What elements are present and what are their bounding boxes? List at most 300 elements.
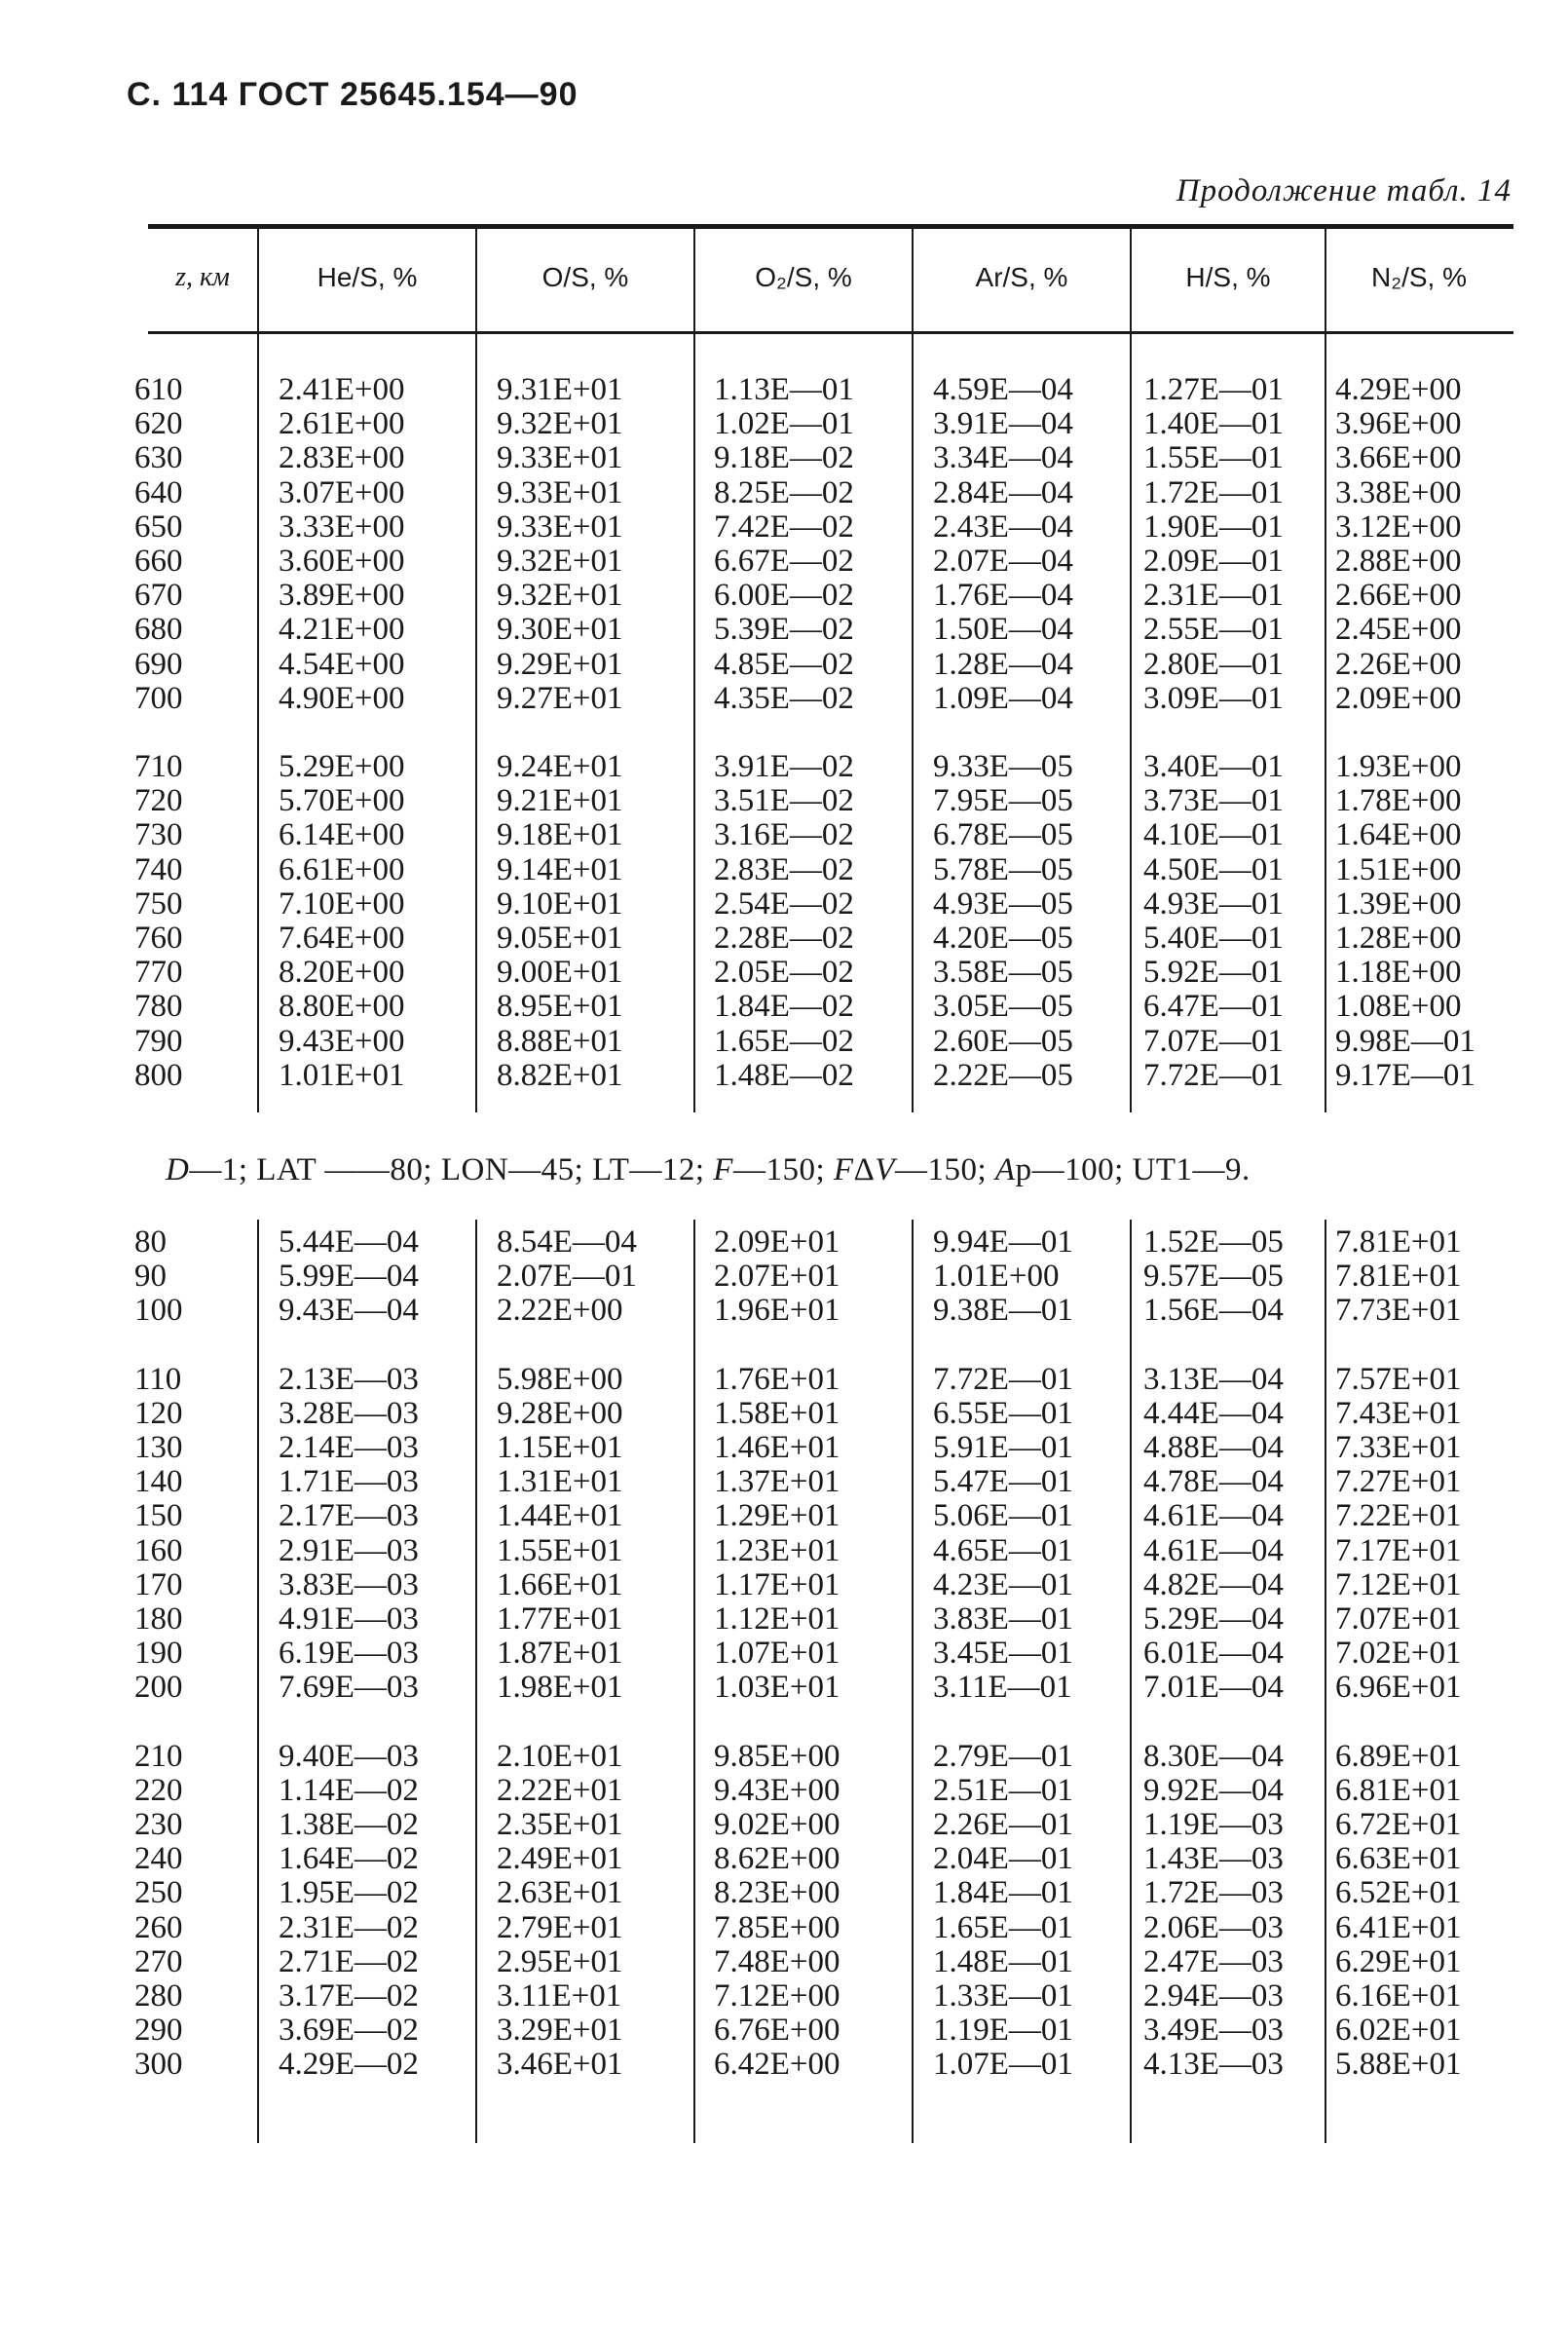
row-group xyxy=(0,750,1568,1093)
cell-o: 9.32E+01 xyxy=(497,406,623,442)
table-row xyxy=(0,1602,1568,1637)
cell-o2: 5.39E—02 xyxy=(714,612,854,648)
table-row xyxy=(0,1465,1568,1499)
table-row xyxy=(0,1294,1568,1328)
cell-ar: 1.76E—04 xyxy=(933,578,1073,614)
cell-o2: 7.48E+00 xyxy=(714,1943,840,1979)
cell-ar: 9.33E—05 xyxy=(933,749,1073,784)
cell-ar: 3.05E—05 xyxy=(933,989,1073,1025)
cond-ap: 100 xyxy=(1064,1152,1115,1187)
table-row xyxy=(0,1637,1568,1671)
cell-n2: 7.73E+01 xyxy=(1335,1293,1462,1329)
table-continuation-label: Продолжение табл. 14 xyxy=(1176,173,1512,208)
cell-n2: 1.28E+00 xyxy=(1335,920,1462,956)
cell-ar: 4.65E—01 xyxy=(933,1532,1073,1568)
cell-he: 2.41E+00 xyxy=(279,372,405,407)
cell-h: 2.31E—01 xyxy=(1143,578,1284,614)
cell-o: 9.31E+01 xyxy=(497,372,623,407)
cell-n2: 2.88E+00 xyxy=(1335,543,1462,579)
cell-o: 2.35E+01 xyxy=(497,1806,623,1842)
cell-ar: 1.48E—01 xyxy=(933,1943,1073,1979)
cell-n2: 3.38E+00 xyxy=(1335,474,1462,510)
table-row xyxy=(0,441,1568,475)
column-header-h: H/S, % xyxy=(1185,262,1271,292)
cell-altitude: 720 xyxy=(134,783,183,819)
cell-h: 2.09E—01 xyxy=(1143,543,1284,579)
cell-o: 9.32E+01 xyxy=(497,578,623,614)
table-row xyxy=(0,373,1568,407)
cell-altitude: 210 xyxy=(134,1738,183,1774)
cell-o: 2.22E+00 xyxy=(497,1293,623,1329)
cell-n2: 9.17E—01 xyxy=(1335,1057,1475,1093)
row-group xyxy=(0,373,1568,716)
cell-n2: 7.81E+01 xyxy=(1335,1224,1462,1260)
cell-ar: 5.47E—01 xyxy=(933,1464,1073,1500)
cell-o: 1.77E+01 xyxy=(497,1600,623,1637)
cell-o2: 3.51E—02 xyxy=(714,783,854,819)
cell-altitude: 100 xyxy=(134,1293,183,1329)
cell-n2: 7.81E+01 xyxy=(1335,1259,1462,1295)
cell-altitude: 750 xyxy=(134,885,183,922)
cell-o: 2.63E+01 xyxy=(497,1875,623,1911)
cell-o2: 9.85E+00 xyxy=(714,1738,840,1774)
cell-o2: 7.42E—02 xyxy=(714,508,854,545)
table-row xyxy=(0,853,1568,887)
cell-o2: 8.62E+00 xyxy=(714,1841,840,1877)
cell-n2: 1.08E+00 xyxy=(1335,989,1462,1025)
table-row xyxy=(0,2014,1568,2048)
cell-ar: 2.79E—01 xyxy=(933,1738,1073,1774)
cell-n2: 3.96E+00 xyxy=(1335,406,1462,442)
cell-o2: 6.00E—02 xyxy=(714,578,854,614)
cell-he: 9.43E—04 xyxy=(279,1293,419,1329)
cell-o2: 1.76E+01 xyxy=(714,1361,840,1397)
cell-h: 5.40E—01 xyxy=(1143,920,1284,956)
cell-h: 1.55E—01 xyxy=(1143,440,1284,476)
row-group xyxy=(0,1225,1568,1329)
table-row xyxy=(0,1431,1568,1465)
cell-altitude: 110 xyxy=(134,1361,182,1397)
cell-o: 5.98E+00 xyxy=(497,1361,623,1397)
column-header-n2: N₂/S, % xyxy=(1371,262,1467,292)
cell-h: 1.40E—01 xyxy=(1143,406,1284,442)
cell-altitude: 250 xyxy=(134,1875,183,1911)
page-header: С. 114 ГОСТ 25645.154—90 xyxy=(127,76,579,113)
table-row xyxy=(0,1397,1568,1431)
cell-o2: 1.65E—02 xyxy=(714,1023,854,1059)
cell-n2: 1.93E+00 xyxy=(1335,749,1462,784)
cell-o: 9.14E+01 xyxy=(497,851,623,887)
cell-altitude: 80 xyxy=(134,1224,167,1260)
cell-ar: 2.07E—04 xyxy=(933,543,1073,579)
cell-ar: 2.26E—01 xyxy=(933,1806,1073,1842)
cell-n2: 7.02E+01 xyxy=(1335,1636,1462,1672)
cell-he: 4.29E—02 xyxy=(279,2047,419,2083)
header-bottom-rule xyxy=(148,331,1513,334)
cell-o2: 1.84E—02 xyxy=(714,989,854,1025)
cell-o: 1.15E+01 xyxy=(497,1429,623,1465)
cell-he: 2.91E—03 xyxy=(279,1532,419,1568)
cell-o2: 9.18E—02 xyxy=(714,440,854,476)
cell-he: 9.40E—03 xyxy=(279,1738,419,1774)
cell-o: 8.82E+01 xyxy=(497,1057,623,1093)
cell-h: 5.29E—04 xyxy=(1143,1600,1284,1637)
cell-h: 2.47E—03 xyxy=(1143,1943,1284,1979)
table-row xyxy=(0,579,1568,613)
cell-o2: 1.96E+01 xyxy=(714,1293,840,1329)
cell-h: 4.93E—01 xyxy=(1143,885,1284,922)
cell-o: 9.05E+01 xyxy=(497,920,623,956)
cell-o2: 7.85E+00 xyxy=(714,1909,840,1945)
table-row xyxy=(0,1534,1568,1568)
cell-o: 9.24E+01 xyxy=(497,749,623,784)
cell-ar: 1.28E—04 xyxy=(933,646,1073,682)
cell-altitude: 140 xyxy=(134,1464,183,1500)
cell-n2: 1.18E+00 xyxy=(1335,955,1462,991)
cell-he: 5.29E+00 xyxy=(279,749,405,784)
table-row xyxy=(0,1945,1568,1979)
cell-o: 9.18E+01 xyxy=(497,817,623,853)
table-row xyxy=(0,1876,1568,1910)
cell-n2: 6.29E+01 xyxy=(1335,1943,1462,1979)
cell-ar: 9.94E—01 xyxy=(933,1224,1073,1260)
cond-lat: —80 xyxy=(356,1152,424,1187)
cell-altitude: 670 xyxy=(134,578,183,614)
cell-he: 1.64E—02 xyxy=(279,1841,419,1877)
cell-o: 2.49E+01 xyxy=(497,1841,623,1877)
cell-n2: 1.64E+00 xyxy=(1335,817,1462,853)
cell-h: 6.01E—04 xyxy=(1143,1636,1284,1672)
cell-ar: 1.65E—01 xyxy=(933,1909,1073,1945)
table-row xyxy=(0,1671,1568,1705)
cell-ar: 7.72E—01 xyxy=(933,1361,1073,1397)
cell-n2: 9.98E—01 xyxy=(1335,1023,1475,1059)
cell-o: 2.79E+01 xyxy=(497,1909,623,1945)
cell-h: 6.47E—01 xyxy=(1143,989,1284,1025)
cell-o: 1.44E+01 xyxy=(497,1498,623,1534)
cell-o: 1.31E+01 xyxy=(497,1464,623,1500)
column-header-o: O/S, % xyxy=(541,262,629,292)
cell-o: 3.29E+01 xyxy=(497,2013,623,2049)
cell-o: 8.88E+01 xyxy=(497,1023,623,1059)
column-header-he: He/S, % xyxy=(317,262,418,292)
cell-n2: 7.27E+01 xyxy=(1335,1464,1462,1500)
cell-h: 7.72E—01 xyxy=(1143,1057,1284,1093)
cell-he: 6.14E+00 xyxy=(279,817,405,853)
cell-he: 1.95E—02 xyxy=(279,1875,419,1911)
cell-he: 8.80E+00 xyxy=(279,989,405,1025)
cell-h: 3.13E—04 xyxy=(1143,1361,1284,1397)
cell-he: 4.90E+00 xyxy=(279,680,405,716)
cell-o: 8.54E—04 xyxy=(497,1224,637,1260)
cell-n2: 6.96E+01 xyxy=(1335,1670,1462,1706)
cell-h: 2.94E—03 xyxy=(1143,1977,1284,2014)
cell-he: 6.61E+00 xyxy=(279,851,405,887)
cell-ar: 2.22E—05 xyxy=(933,1057,1073,1093)
cell-o: 9.33E+01 xyxy=(497,508,623,545)
table-row xyxy=(0,407,1568,441)
cell-altitude: 740 xyxy=(134,851,183,887)
cell-n2: 2.26E+00 xyxy=(1335,646,1462,682)
cell-ar: 1.01E+00 xyxy=(933,1259,1060,1295)
cell-he: 3.07E+00 xyxy=(279,474,405,510)
cell-ar: 2.04E—01 xyxy=(933,1841,1073,1877)
cell-h: 2.55E—01 xyxy=(1143,612,1284,648)
cell-he: 2.17E—03 xyxy=(279,1498,419,1534)
cell-o2: 6.42E+00 xyxy=(714,2047,840,2083)
cell-o2: 6.76E+00 xyxy=(714,2013,840,2049)
cell-ar: 3.34E—04 xyxy=(933,440,1073,476)
cell-h: 7.01E—04 xyxy=(1143,1670,1284,1706)
cell-ar: 4.20E—05 xyxy=(933,920,1073,956)
cell-he: 5.44E—04 xyxy=(279,1224,419,1260)
cond-ut1: 9. xyxy=(1224,1152,1251,1187)
table-row xyxy=(0,1979,1568,2014)
cell-he: 7.69E—03 xyxy=(279,1670,419,1706)
cell-ar: 6.78E—05 xyxy=(933,817,1073,853)
column-header-altitude: z, км xyxy=(175,262,230,292)
cell-h: 4.82E—04 xyxy=(1143,1566,1284,1602)
cell-o: 2.10E+01 xyxy=(497,1738,623,1774)
cell-ar: 4.23E—01 xyxy=(933,1566,1073,1602)
cell-n2: 2.09E+00 xyxy=(1335,680,1462,716)
cell-n2: 1.51E+00 xyxy=(1335,851,1462,887)
cell-o2: 3.16E—02 xyxy=(714,817,854,853)
cell-o: 9.32E+01 xyxy=(497,543,623,579)
cell-h: 2.06E—03 xyxy=(1143,1909,1284,1945)
cell-altitude: 710 xyxy=(134,749,183,784)
row-group xyxy=(0,1363,1568,1706)
cell-he: 5.70E+00 xyxy=(279,783,405,819)
cell-altitude: 90 xyxy=(134,1259,167,1295)
cell-ar: 5.91E—01 xyxy=(933,1429,1073,1465)
cell-altitude: 780 xyxy=(134,989,183,1025)
cell-altitude: 120 xyxy=(134,1395,183,1431)
cell-altitude: 150 xyxy=(134,1498,183,1534)
cell-o: 2.95E+01 xyxy=(497,1943,623,1979)
cell-n2: 7.57E+01 xyxy=(1335,1361,1462,1397)
cell-h: 8.30E—04 xyxy=(1143,1738,1284,1774)
cond-lon: 45 xyxy=(541,1152,575,1187)
table-row xyxy=(0,1842,1568,1876)
table-row xyxy=(0,1740,1568,1774)
cell-o2: 1.13E—01 xyxy=(714,372,854,407)
cell-h: 1.72E—03 xyxy=(1143,1875,1284,1911)
cell-altitude: 180 xyxy=(134,1600,183,1637)
cell-o: 1.87E+01 xyxy=(497,1636,623,1672)
cell-ar: 6.55E—01 xyxy=(933,1395,1073,1431)
column-header-ar: Ar/S, % xyxy=(975,262,1068,292)
cell-h: 4.78E—04 xyxy=(1143,1464,1284,1500)
cell-he: 2.61E+00 xyxy=(279,406,405,442)
cell-o2: 8.23E+00 xyxy=(714,1875,840,1911)
cond-fdv: 150 xyxy=(927,1152,978,1187)
cell-altitude: 200 xyxy=(134,1670,183,1706)
cell-h: 3.09E—01 xyxy=(1143,680,1284,716)
cell-o2: 8.25E—02 xyxy=(714,474,854,510)
cell-he: 1.14E—02 xyxy=(279,1772,419,1808)
cell-ar: 2.60E—05 xyxy=(933,1023,1073,1059)
cell-o: 1.66E+01 xyxy=(497,1566,623,1602)
table-row xyxy=(0,1260,1568,1294)
cell-altitude: 690 xyxy=(134,646,183,682)
cell-altitude: 760 xyxy=(134,920,183,956)
cell-n2: 6.16E+01 xyxy=(1335,1977,1462,2014)
cell-altitude: 700 xyxy=(134,680,183,716)
cell-o2: 6.67E—02 xyxy=(714,543,854,579)
table-row xyxy=(0,613,1568,647)
cell-h: 4.61E—04 xyxy=(1143,1498,1284,1534)
cell-o: 9.27E+01 xyxy=(497,680,623,716)
cell-he: 2.31E—02 xyxy=(279,1909,419,1945)
cell-o: 9.33E+01 xyxy=(497,474,623,510)
row-group xyxy=(0,1740,1568,2083)
cell-altitude: 240 xyxy=(134,1841,183,1877)
cell-o: 9.29E+01 xyxy=(497,646,623,682)
cell-o: 9.10E+01 xyxy=(497,885,623,922)
cell-h: 1.19E—03 xyxy=(1143,1806,1284,1842)
cell-altitude: 630 xyxy=(134,440,183,476)
cell-ar: 2.84E—04 xyxy=(933,474,1073,510)
cell-ar: 1.07E—01 xyxy=(933,2047,1073,2083)
cell-altitude: 620 xyxy=(134,406,183,442)
cell-ar: 1.50E—04 xyxy=(933,612,1073,648)
table-row xyxy=(0,1774,1568,1808)
cell-o2: 1.48E—02 xyxy=(714,1057,854,1093)
cell-h: 3.40E—01 xyxy=(1143,749,1284,784)
column-header-o2: O₂/S, % xyxy=(755,262,852,292)
cell-altitude: 770 xyxy=(134,955,183,991)
cell-he: 4.91E—03 xyxy=(279,1600,419,1637)
cell-o2: 1.37E+01 xyxy=(714,1464,840,1500)
cell-altitude: 260 xyxy=(134,1909,183,1945)
cell-h: 4.50E—01 xyxy=(1143,851,1284,887)
cell-altitude: 170 xyxy=(134,1566,183,1602)
cell-o: 9.30E+01 xyxy=(497,612,623,648)
cell-n2: 7.17E+01 xyxy=(1335,1532,1462,1568)
cell-altitude: 230 xyxy=(134,1806,183,1842)
cell-n2: 6.89E+01 xyxy=(1335,1738,1462,1774)
cell-n2: 5.88E+01 xyxy=(1335,2047,1462,2083)
cell-n2: 6.02E+01 xyxy=(1335,2013,1462,2049)
cell-o2: 1.12E+01 xyxy=(714,1600,840,1637)
cell-altitude: 790 xyxy=(134,1023,183,1059)
table-row xyxy=(0,750,1568,784)
cell-ar: 3.45E—01 xyxy=(933,1636,1073,1672)
cell-altitude: 640 xyxy=(134,474,183,510)
cell-o: 2.07E—01 xyxy=(497,1259,637,1295)
table-row xyxy=(0,545,1568,579)
cell-altitude: 160 xyxy=(134,1532,183,1568)
cell-altitude: 730 xyxy=(134,817,183,853)
cell-he: 7.10E+00 xyxy=(279,885,405,922)
cell-o: 9.28E+00 xyxy=(497,1395,623,1431)
table-row xyxy=(0,2048,1568,2082)
cell-altitude: 660 xyxy=(134,543,183,579)
cell-n2: 3.12E+00 xyxy=(1335,508,1462,545)
cell-h: 3.49E—03 xyxy=(1143,2013,1284,2049)
table-row xyxy=(0,784,1568,818)
table-row xyxy=(0,1568,1568,1602)
cell-ar: 1.19E—01 xyxy=(933,2013,1073,2049)
table-row xyxy=(0,682,1568,716)
cell-o2: 7.12E+00 xyxy=(714,1977,840,2014)
cell-he: 3.28E—03 xyxy=(279,1395,419,1431)
cell-he: 3.89E+00 xyxy=(279,578,405,614)
cell-altitude: 300 xyxy=(134,2047,183,2083)
model-conditions-line: D—1; LAT ——80; LON—45; LT—12; F—150; FΔV—150; Ap—100; UT1—9. xyxy=(166,1152,1251,1187)
cell-h: 4.88E—04 xyxy=(1143,1429,1284,1465)
cell-h: 1.56E—04 xyxy=(1143,1293,1284,1329)
table-row xyxy=(0,1363,1568,1397)
cell-altitude: 680 xyxy=(134,612,183,648)
cell-he: 9.43E+00 xyxy=(279,1023,405,1059)
cell-o2: 2.05E—02 xyxy=(714,955,854,991)
cell-altitude: 290 xyxy=(134,2013,183,2049)
table-row xyxy=(0,476,1568,510)
cell-h: 4.44E—04 xyxy=(1143,1395,1284,1431)
cell-o2: 1.03E+01 xyxy=(714,1670,840,1706)
cell-he: 2.13E—03 xyxy=(279,1361,419,1397)
cell-n2: 2.66E+00 xyxy=(1335,578,1462,614)
cell-o: 3.11E+01 xyxy=(497,1977,622,2014)
cell-h: 2.80E—01 xyxy=(1143,646,1284,682)
cell-n2: 7.43E+01 xyxy=(1335,1395,1462,1431)
cell-he: 3.33E+00 xyxy=(279,508,405,545)
cell-h: 5.92E—01 xyxy=(1143,955,1284,991)
table-row xyxy=(0,818,1568,852)
cell-h: 1.90E—01 xyxy=(1143,508,1284,545)
cell-h: 9.92E—04 xyxy=(1143,1772,1284,1808)
cell-h: 4.61E—04 xyxy=(1143,1532,1284,1568)
cell-o2: 3.91E—02 xyxy=(714,749,854,784)
cell-ar: 5.78E—05 xyxy=(933,851,1073,887)
cell-he: 2.71E—02 xyxy=(279,1943,419,1979)
cell-o2: 1.17E+01 xyxy=(714,1566,840,1602)
cell-h: 1.72E—01 xyxy=(1143,474,1284,510)
cell-he: 8.20E+00 xyxy=(279,955,405,991)
cell-he: 4.54E+00 xyxy=(279,646,405,682)
table-row xyxy=(0,922,1568,956)
cell-n2: 7.33E+01 xyxy=(1335,1429,1462,1465)
cell-o2: 2.07E+01 xyxy=(714,1259,840,1295)
cell-o: 3.46E+01 xyxy=(497,2047,623,2083)
cell-n2: 6.52E+01 xyxy=(1335,1875,1462,1911)
cell-he: 1.38E—02 xyxy=(279,1806,419,1842)
cell-altitude: 650 xyxy=(134,508,183,545)
cell-altitude: 190 xyxy=(134,1636,183,1672)
cell-ar: 2.51E—01 xyxy=(933,1772,1073,1808)
cell-h: 9.57E—05 xyxy=(1143,1259,1284,1295)
table-row xyxy=(0,1911,1568,1945)
cell-he: 3.69E—02 xyxy=(279,2013,419,2049)
cell-ar: 1.09E—04 xyxy=(933,680,1073,716)
cell-o2: 1.29E+01 xyxy=(714,1498,840,1534)
cond-d: 1 xyxy=(221,1152,239,1187)
cell-ar: 1.33E—01 xyxy=(933,1977,1073,2014)
cell-altitude: 220 xyxy=(134,1772,183,1808)
cell-he: 1.71E—03 xyxy=(279,1464,419,1500)
cell-n2: 1.39E+00 xyxy=(1335,885,1462,922)
cell-h: 1.52E—05 xyxy=(1143,1224,1284,1260)
cell-ar: 5.06E—01 xyxy=(933,1498,1073,1534)
cond-lt: 12 xyxy=(661,1152,695,1187)
cell-h: 7.07E—01 xyxy=(1143,1023,1284,1059)
cell-o2: 4.85E—02 xyxy=(714,646,854,682)
cell-ar: 4.93E—05 xyxy=(933,885,1073,922)
cell-ar: 4.59E—04 xyxy=(933,372,1073,407)
cell-o2: 1.07E+01 xyxy=(714,1636,840,1672)
